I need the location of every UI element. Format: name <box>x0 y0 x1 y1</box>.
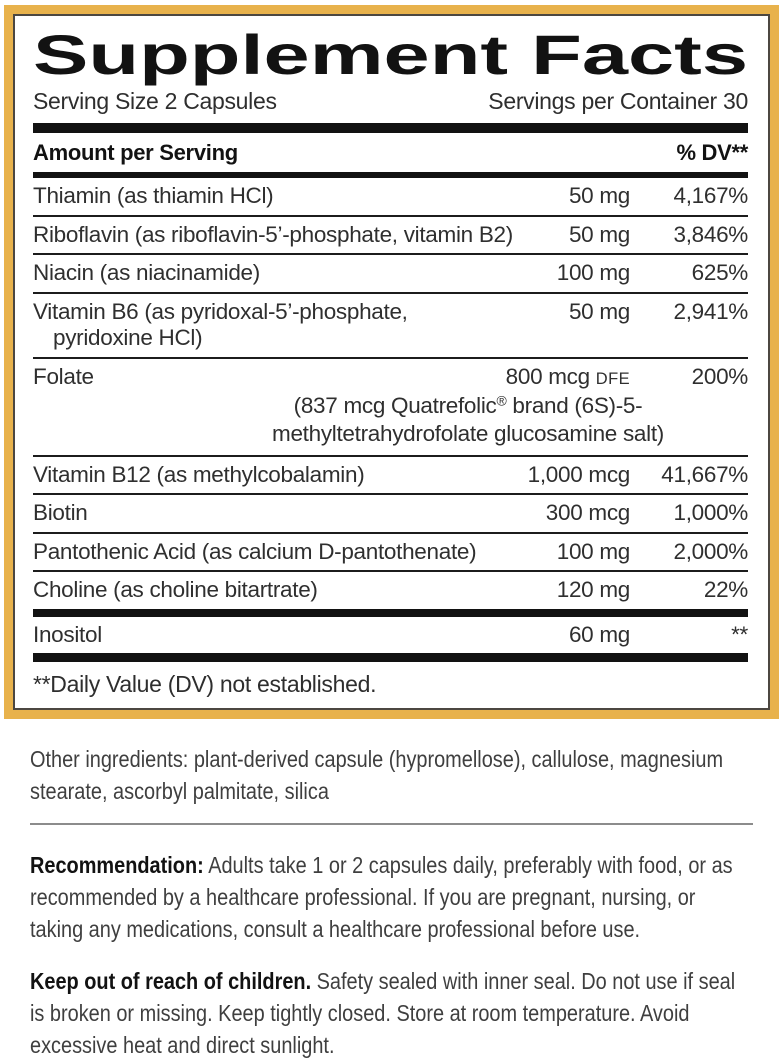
table-row <box>33 294 748 359</box>
nutrient-amount <box>506 364 630 391</box>
dfe-suffix: DFE <box>595 369 630 388</box>
nutrient-dv: 4,167% <box>673 183 748 208</box>
nutrient-dv: 3,846% <box>673 221 748 247</box>
page-title: Supplement Facts <box>33 26 748 86</box>
table-row <box>33 572 748 609</box>
table-row <box>33 534 748 573</box>
nutrient-dv: 2,941% <box>673 298 748 324</box>
nutrient-amount: 50 mg <box>568 221 630 247</box>
nutrient-name: Choline (as choline bitartrate) <box>33 577 318 603</box>
nutrient-amount: 120 mg <box>556 577 630 603</box>
divider-thick-top <box>33 123 748 133</box>
divider-thick-mid <box>33 609 748 617</box>
folate-detail-line1b: brand (6S)-5- <box>506 393 643 419</box>
nutrient-name: Folate <box>33 363 94 389</box>
table-row <box>33 217 748 256</box>
folate-detail-line2: methyltetrahydrofolate glucosamine salt) <box>272 421 664 447</box>
folate-detail-line1a: (837 mcg Quatrefolic <box>293 393 497 419</box>
nutrient-dv: 2,000% <box>673 538 748 564</box>
nutrient-dv: 41,667% <box>661 461 748 487</box>
table-row <box>33 364 748 391</box>
nutrient-name <box>33 299 559 352</box>
nutrient-amount: 100 mg <box>556 260 630 286</box>
table-row-inositol <box>33 617 748 654</box>
folate-detail <box>233 392 703 448</box>
supplement-facts-inner <box>13 14 770 710</box>
recommendation-text: Adults take 1 or 2 capsules daily, preferably with food, or as recommended by a healthcare professional. If you are pregnant, nursing, or taking any medications, consult a healthcare professional before use. <box>30 852 733 943</box>
recommendation-label: Recommendation: <box>30 852 204 879</box>
serving-size: Serving Size 2 Capsules <box>33 88 277 114</box>
nutrient-name-line2: pyridoxine HCl) <box>53 325 203 351</box>
nutrient-dv: 625% <box>691 260 748 286</box>
dv-footnote: **Daily Value (DV) not established. <box>33 671 377 698</box>
nutrient-amount: 50 mg <box>568 183 630 208</box>
nutrient-amount: 100 mg <box>556 538 630 564</box>
amount-per-serving-label: Amount per Serving <box>33 140 238 165</box>
nutrient-dv: ** <box>731 621 748 647</box>
nutrient-name: Thiamin (as thiamin HCl) <box>33 183 274 208</box>
nutrient-name-line1: Vitamin B6 (as pyridoxal-5’-phosphate, <box>33 298 408 324</box>
other-ingredients-text: Other ingredients: plant-derived capsule (hypromellose), callulose, magnesium stearate, ascorbyl palmitate, silica <box>30 746 724 805</box>
servings-per-container: Servings per Container 30 <box>488 88 748 114</box>
table-row <box>33 457 748 496</box>
supplement-facts-title <box>33 26 750 86</box>
nutrient-amount: 1,000 mcg <box>527 461 630 487</box>
registered-mark: ® <box>496 392 507 409</box>
table-row <box>33 255 748 294</box>
other-ingredients <box>30 743 753 807</box>
nutrient-amount: 300 mcg <box>545 500 630 526</box>
nutrient-dv: 22% <box>703 577 748 603</box>
nutrient-amount-value: 800 mcg <box>505 363 590 389</box>
warning <box>30 965 753 1061</box>
serving-row <box>33 88 748 115</box>
nutrient-dv: 1,000% <box>673 500 748 526</box>
nutrient-name: Pantothenic Acid (as calcium D-pantothenate) <box>33 538 477 564</box>
percent-dv-label: % DV** <box>676 140 748 165</box>
table-row-folate <box>33 359 748 457</box>
nutrient-name: Vitamin B12 (as methylcobalamin) <box>33 461 365 487</box>
nutrient-name: Biotin <box>33 500 88 526</box>
table-row <box>33 495 748 534</box>
warning-text: Safety sealed with inner seal. Do not use if seal is broken or missing. Keep tightly closed. Store at room temperature. Avoid excessive heat and direct sunlight. <box>30 968 736 1059</box>
supplement-facts-panel <box>4 5 779 719</box>
divider-thick-bottom <box>33 653 748 662</box>
table-row <box>33 178 748 217</box>
recommendation <box>30 849 753 945</box>
label-bottom-text <box>30 743 753 1061</box>
warning-label: Keep out of reach of children. <box>30 968 312 995</box>
nutrient-name: Inositol <box>33 621 102 647</box>
nutrient-name: Niacin (as niacinamide) <box>33 260 260 286</box>
nutrient-dv: 200% <box>691 363 748 389</box>
table-header <box>33 133 748 172</box>
nutrient-name: Riboflavin (as riboflavin-5’-phosphate, vitamin B2) <box>33 221 513 247</box>
section-divider <box>30 823 753 825</box>
nutrient-amount: 60 mg <box>568 621 630 647</box>
nutrient-amount: 50 mg <box>568 298 630 324</box>
